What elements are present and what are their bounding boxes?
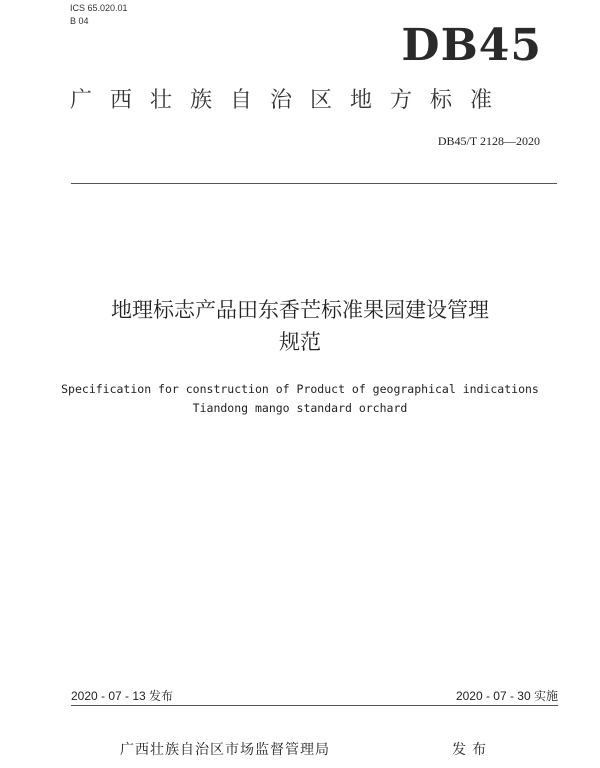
chinese-title-line-1: 地理标志产品田东香芒标准果园建设管理	[111, 298, 489, 322]
ics-code: ICS 65.020.01	[70, 3, 128, 13]
publish-label: 发布	[452, 742, 492, 758]
bottom-divider	[71, 705, 558, 706]
standard-brand-mark: DB45	[401, 20, 542, 71]
chinese-title	[40, 294, 560, 358]
chinese-title-line-2: 规范	[279, 330, 321, 354]
issue-date: 2020 - 07 - 13 发布	[71, 689, 174, 703]
english-title-line-2: Tiandong mango standard orchard	[192, 401, 408, 415]
top-divider	[71, 183, 557, 184]
english-title	[20, 380, 580, 418]
english-title-line-1: Specification for construction of Product of geographical indications	[61, 382, 539, 396]
ccs-code: B 04	[70, 16, 89, 26]
implementation-date: 2020 - 07 - 30 实施	[455, 689, 558, 703]
standard-category: 广西壮族自治区地方标准	[70, 88, 511, 113]
standard-number: DB45/T 2128—2020	[437, 134, 540, 148]
publisher-name: 广西壮族自治区市场监督管理局	[120, 742, 330, 758]
